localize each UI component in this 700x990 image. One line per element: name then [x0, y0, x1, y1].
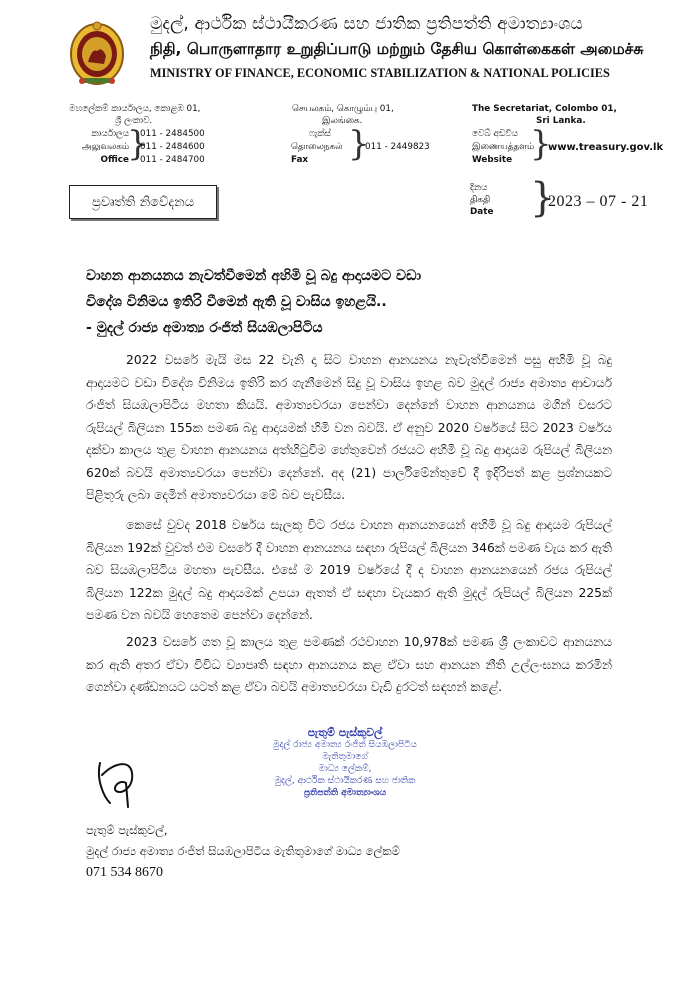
- ministry-name-tamil: நிதி, பொருளாதார உறுதிப்பாடு மற்றும் தேசிய கொள்கைகள் அமைச்சு: [150, 40, 644, 58]
- date-label-en: Date: [470, 207, 494, 217]
- body-paragraph-2: කෙසේ වුවද 2018 වර්ෂය සැලකූ විට රජය වාහන ආනයනයෙන් අහිමි වූ බදු ආදායම රුපියල් බිලියන 192ක් වුවත් එම වසරේ දී වාහන ආනයනය සඳහා රුපියල් බිලියන 346ක් පමණ වැය කර ඇති බව සියඹලාපිටිය මහතා පැවසීය. එසේ ම 2019 වර්ෂයේ දී ද වාහන ආනයනයෙන් රජය රුපියල් බිලියන 122ක මුදල් බදු ආදායමක් උපයා ඇතත් ඒ සඳහා වැයකර ඇති මුදල් රුපියල් බිලියන 225ක් පමණ වන බවයි හෙතෙම පෙන්වා දෙන්නේ.: [86, 518, 612, 622]
- press-release-label: ප්‍රවෘත්ති නිවේදනය: [69, 185, 217, 219]
- handwritten-signature: [92, 745, 162, 815]
- sri-lanka-emblem-logo: [68, 18, 126, 88]
- office-label-si: කාර්යාලය: [91, 129, 129, 139]
- office-brace: }: [127, 124, 149, 164]
- fax-brace: }: [348, 124, 370, 164]
- website-label-en: Website: [472, 155, 513, 165]
- fax-label-ta: தொலைநகல்: [291, 142, 343, 152]
- date-label-ta: திகதி: [470, 195, 491, 205]
- stamp-name: පැතුම් පැස්කුවල්: [307, 726, 383, 739]
- headline-line1: වාහන ආනයනය නැවත්වීමෙන් අහිමි වූ බදු ආදායමට වඩා: [86, 268, 422, 284]
- ministry-name-english: MINISTRY OF FINANCE, ECONOMIC STABILIZATION & NATIONAL POLICIES: [150, 66, 610, 80]
- address-sinhala-line2: ශ්‍රී ලංකාව.: [115, 116, 153, 126]
- stamp-line4: මුදල්, ආර්ථික ස්ථායීකරණ සහ ජාතික: [274, 776, 416, 786]
- date-brace: }: [530, 175, 556, 221]
- address-english-line1: The Secretariat, Colombo 01,: [472, 104, 617, 114]
- address-tamil: [292, 103, 394, 127]
- office-number-3: 011 - 2484700: [140, 155, 205, 165]
- stamp-line5: ප්‍රතිපත්ති අමාත්‍යාංශය: [303, 788, 387, 798]
- stamp-line3: මාධ්‍ය ලේකම්,: [318, 764, 372, 774]
- website-url[interactable]: www.treasury.gov.lk: [548, 142, 664, 153]
- body-paragraph-3: 2023 වසරේ ගත වූ කාලය තුළ පමණක් රථවාහන 10,978ක් පමණ ශ්‍රී ලංකාවට ආනයනය කර ඇති අතර ඒවා විවිධ ව්‍යාපෘති සඳහා ආනයනය කළ ඒවා සහ ආනයන නීති උල්ලංඝනය කරමින් ගෙන්වා දණ්ඩනයට යටත් කළ ඒවා බවයි අමාත්‍යවරයා වැඩි දුරටත් සඳහන් කළේ.: [86, 635, 612, 694]
- address-sinhala-line1: මහලේකම් කාර්යාලය, කොළඹ 01,: [69, 104, 201, 114]
- website-brace: }: [530, 124, 552, 164]
- footer-contact: [86, 820, 400, 883]
- fax-labels: [291, 128, 342, 167]
- office-label-en: Office: [100, 155, 129, 165]
- fax-label-en: Fax: [291, 155, 309, 165]
- footer-title: මුදල් රාජ්‍ය අමාත්‍ය රංජිත් සියඹලාපිටිය මැතිතුමාගේ මාධ්‍ය ලේකම්: [86, 844, 400, 858]
- fax-label-si: ෆැක්ස්: [309, 129, 331, 139]
- footer-phone: 071 534 8670: [86, 865, 163, 880]
- official-stamp: [235, 727, 455, 799]
- headline-line2: විදේශ විනිමය ඉතිරි වීමෙන් ඇති වූ වාසිය ඉහළයි..: [86, 294, 387, 310]
- address-tamil-line1: செயலகம், கொழும்பு 01,: [292, 104, 394, 114]
- office-number-1: 011 - 2484500: [140, 129, 205, 139]
- date-label-si: දිනය: [470, 183, 488, 193]
- fax-number: 011 - 2449823: [365, 142, 430, 152]
- stamp-line2: මැතිතුමාගේ: [322, 752, 368, 762]
- office-number-2: 011 - 2484600: [140, 142, 205, 152]
- headline-line3: - මුදල් රාජ්‍ය අමාත්‍ය රංජිත් සියඹලාපිටිය: [86, 320, 323, 336]
- date-labels: [470, 182, 493, 218]
- ministry-name-sinhala: මුදල්, ආර්ථික ස්ථායීකරණ සහ ජාතික ප්‍රතිපත්ති අමාත්‍යාංශය: [150, 14, 583, 34]
- website-label-si: වෙබ් අඩවිය: [472, 129, 518, 139]
- office-labels: [69, 128, 129, 167]
- footer-name: පැතුම් පැස්කුවල්,: [86, 823, 168, 837]
- office-label-ta: அலுவலகம்: [81, 142, 129, 152]
- office-numbers: [140, 128, 205, 167]
- body-paragraph-1: 2022 වසරේ මැයි මස 22 වැනි දා සිට වාහන ආනයනය නැවැත්වීමෙන් පසු අහිමි වූ බදු ආදායමට වඩා විදේශ විනිමය ඉතිරි කර ගැනීමෙන් සිදු වූ වාසිය ඉහළ බව මුදල් රාජ්‍ය අමාත්‍ය ආචාර්ය රංජිත් සියඹලාපිටිය මහතා කියයි. අමාත්‍යවරයා පෙන්වා දෙන්නේ වාහන ආනයනය මගින් වසරට රුපියල් බිලියන 155ක පමණ බදු ආදායමක් හිමි වන බවයි. ඒ අනුව 2020 වර්ෂයේ සිට 2023 වර්ෂය දක්වා කාලය තුළ වාහන ආනයනය අත්හිටුවීම හේතුවෙන් රජයට අහිමි වූ බදු ආදායම රුපියල් බිලියන 620ක් බවයි අමාත්‍යවරයා පෙන්වා දෙන්නේ. අද (21) පාර්ලිමේන්තුවේ දී ඉදිරිපත් කළ ප්‍රශ්නයකට පිළිතුරු ලබා දෙමින් අමාත්‍යවරයා මේ බව පැවසීය.: [86, 353, 612, 502]
- address-tamil-line2: இலங்கை.: [322, 116, 363, 126]
- website-labels: [472, 128, 534, 167]
- website-label-ta: இணையத்தளம்: [472, 142, 535, 152]
- address-english-line2: Sri Lanka.: [536, 116, 586, 126]
- date-value: 2023 – 07 - 21: [548, 193, 649, 210]
- stamp-line1: මුදල් රාජ්‍ය අමාත්‍ය රංජිත් සියඹලාපිටිය: [272, 740, 418, 750]
